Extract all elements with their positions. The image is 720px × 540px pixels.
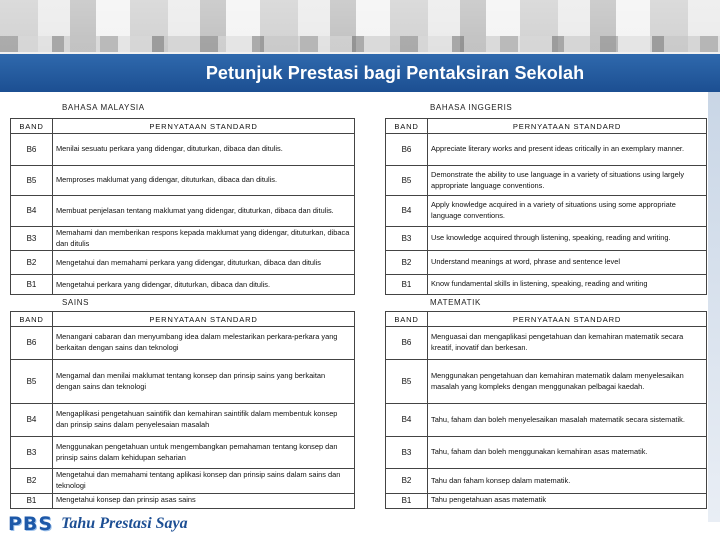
statement-cell: Mengetahui konsep dan prinsip asas sains [53, 494, 355, 509]
band-cell: B6 [386, 134, 428, 166]
statement-cell: Tahu pengetahuan asas matematik [428, 494, 707, 509]
statement-cell: Membuat penjelasan tentang maklumat yang didengar, dituturkan, dibaca dan ditulis. [53, 196, 355, 227]
band-column-header: BAND [11, 312, 53, 327]
table-bahasa-inggeris [385, 118, 707, 295]
statement-cell: Tahu, faham dan boleh menyelesaikan masalah matematik secara sistematik. [428, 404, 707, 437]
statement-cell: Know fundamental skills in listening, speaking, reading and writing [428, 275, 707, 295]
statement-cell: Appreciate literary works and present ideas critically in an exemplary manner. [428, 134, 707, 166]
table-row [386, 275, 707, 295]
band-column-header: BAND [386, 119, 428, 134]
pbs-logo [8, 512, 188, 536]
section-label-bahasa-malaysia: BAHASA MALAYSIA [62, 103, 145, 112]
band-cell: B3 [386, 437, 428, 469]
statement-cell: Mengamal dan menilai maklumat tentang konsep dan prinsip sains yang berkaitan dengan sains dan teknologi [53, 360, 355, 404]
title-band [0, 52, 720, 92]
statement-cell: Demonstrate the ability to use language in a variety of situations using largely appropriate language conventions. [428, 166, 707, 196]
band-cell: B3 [386, 227, 428, 251]
statement-cell: Menangani cabaran dan menyumbang idea dalam melestarikan perkara-perkara yang berkaitan dengan sains dan teknologi [53, 327, 355, 360]
table-row [11, 134, 355, 166]
band-cell: B4 [11, 196, 53, 227]
band-cell: B5 [386, 166, 428, 196]
statement-cell: Mengaplikasi pengetahuan saintifik dan kemahiran saintifik dalam membentuk konsep dan prinsip sains dalam penyelesaian masalah [53, 404, 355, 437]
table-row [11, 227, 355, 251]
statement-cell: Tahu dan faham konsep dalam matematik. [428, 469, 707, 494]
table-row [11, 360, 355, 404]
band-cell: B3 [11, 437, 53, 469]
header-photo [0, 0, 720, 52]
table-row [11, 196, 355, 227]
band-cell: B5 [386, 360, 428, 404]
band-cell: B1 [11, 275, 53, 295]
statement-cell: Menguasai dan mengaplikasi pengetahuan dan kemahiran matematik secara kreatif, inovatif dan berkesan. [428, 327, 707, 360]
table-row [11, 327, 355, 360]
statement-cell: Apply knowledge acquired in a variety of situations using some appropriate language conventions. [428, 196, 707, 227]
table-row [386, 251, 707, 275]
table-matematik [385, 311, 707, 509]
statement-cell: Menggunakan pengetahuan dan kemahiran matematik dalam menyelesaikan masalah yang kompleks dengan menggunakan pelbagai kaedah. [428, 360, 707, 404]
band-cell: B1 [386, 275, 428, 295]
statement-column-header: PERNYATAAN STANDARD [428, 119, 707, 134]
section-label-bahasa-inggeris: BAHASA INGGERIS [430, 103, 513, 112]
table-sains [10, 311, 355, 509]
pbs-logo-text: PBS [8, 513, 54, 535]
section-label-sains: SAINS [62, 298, 90, 307]
table-header-row [11, 119, 355, 134]
decorative-rail [708, 92, 720, 522]
page-title: Petunjuk Prestasi bagi Pentaksiran Sekolah [205, 62, 585, 83]
band-cell: B6 [11, 327, 53, 360]
statement-cell: Tahu, faham dan boleh menggunakan kemahiran asas matematik. [428, 437, 707, 469]
band-cell: B2 [386, 469, 428, 494]
table-row [386, 437, 707, 469]
statement-cell: Mengetahui perkara yang didengar, dituturkan, dibaca dan ditulis. [53, 275, 355, 295]
table-bahasa-malaysia [10, 118, 355, 295]
table-row [11, 404, 355, 437]
statement-cell: Understand meanings at word, phrase and sentence level [428, 251, 707, 275]
band-column-header: BAND [11, 119, 53, 134]
statement-cell: Memproses maklumat yang didengar, dituturkan, dibaca dan ditulis. [53, 166, 355, 196]
table-row [386, 404, 707, 437]
table-row [386, 360, 707, 404]
table-row [11, 275, 355, 295]
band-cell: B4 [386, 196, 428, 227]
band-cell: B1 [11, 494, 53, 509]
band-cell: B2 [11, 251, 53, 275]
table-row [11, 166, 355, 196]
table-row [11, 251, 355, 275]
band-cell: B4 [386, 404, 428, 437]
band-cell: B5 [11, 360, 53, 404]
band-cell: B6 [11, 134, 53, 166]
band-cell: B1 [386, 494, 428, 509]
statement-cell: Menggunakan pengetahuan untuk mengembangkan pemahaman tentang konsep dan prinsip sains dalam kehidupan seharian [53, 437, 355, 469]
statement-cell: Use knowledge acquired through listening, speaking, reading and writing. [428, 227, 707, 251]
table-row [386, 469, 707, 494]
section-label-matematik: MATEMATIK [430, 298, 481, 307]
table-row [11, 437, 355, 469]
table-row [386, 327, 707, 360]
statement-column-header: PERNYATAAN STANDARD [53, 119, 355, 134]
band-cell: B3 [11, 227, 53, 251]
statement-column-header: PERNYATAAN STANDARD [428, 312, 707, 327]
band-cell: B5 [11, 166, 53, 196]
table-header-row [386, 119, 707, 134]
pbs-tagline: Tahu Prestasi Saya [61, 515, 188, 532]
table-row [386, 134, 707, 166]
band-cell: B6 [386, 327, 428, 360]
statement-cell: Memahami dan memberikan respons kepada maklumat yang didengar, dituturkan, dibaca dan ditulis [53, 227, 355, 251]
table-row [386, 166, 707, 196]
statement-cell: Menilai sesuatu perkara yang didengar, dituturkan, dibaca dan ditulis. [53, 134, 355, 166]
table-header-row [11, 312, 355, 327]
statement-cell: Mengetahui dan memahami perkara yang didengar, dituturkan, dibaca dan ditulis [53, 251, 355, 275]
statement-cell: Mengetahui dan memahami tentang aplikasi konsep dan prinsip sains dalam sains dan teknologi [53, 469, 355, 494]
table-header-row [386, 312, 707, 327]
table-row [386, 196, 707, 227]
band-cell: B2 [386, 251, 428, 275]
table-row [11, 469, 355, 494]
band-cell: B4 [11, 404, 53, 437]
band-column-header: BAND [386, 312, 428, 327]
table-row [386, 227, 707, 251]
table-row [386, 494, 707, 509]
statement-column-header: PERNYATAAN STANDARD [53, 312, 355, 327]
table-row [11, 494, 355, 509]
band-cell: B2 [11, 469, 53, 494]
